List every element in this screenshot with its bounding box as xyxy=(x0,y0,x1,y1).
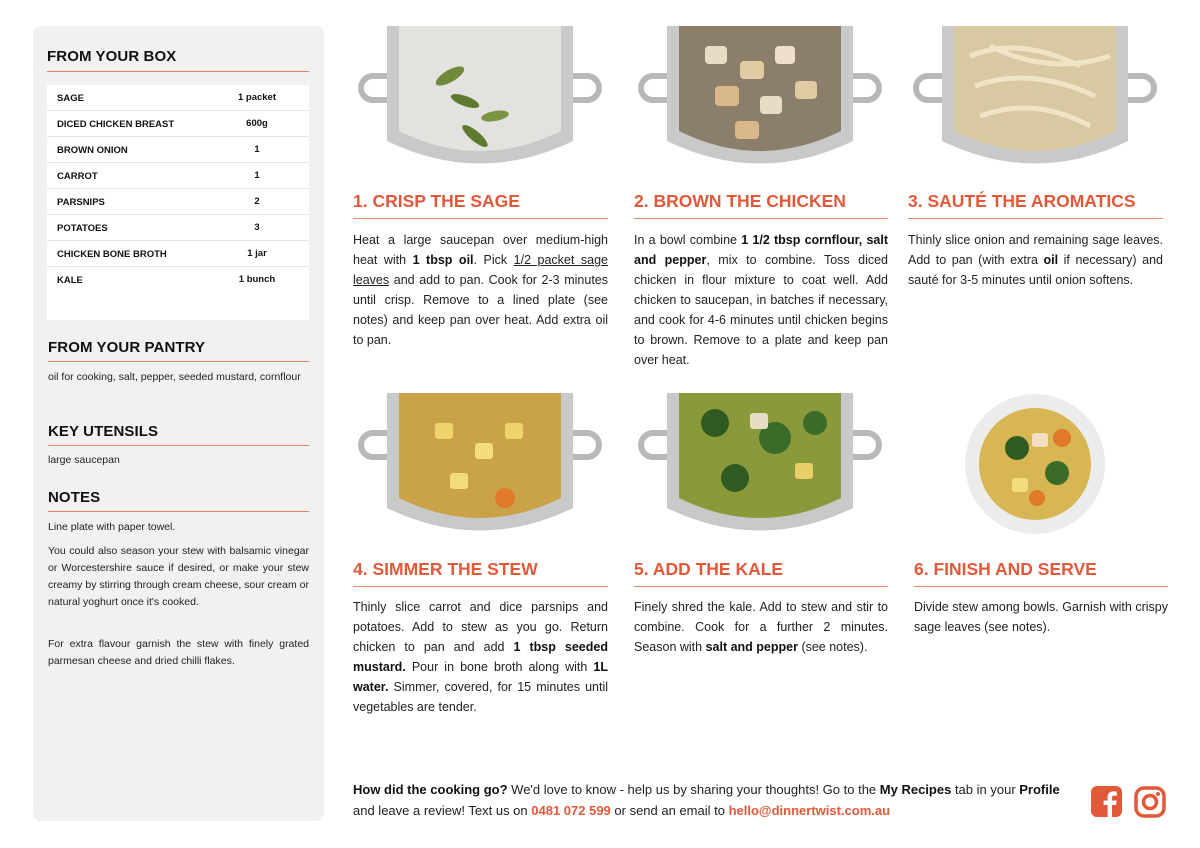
pantry-text: oil for cooking, salt, pepper, seeded mustard, cornflour xyxy=(48,371,301,383)
step-3-title: 3. SAUTÉ THE AROMATICS xyxy=(908,191,1136,211)
step-3-text: Thinly slice onion and remaining sage leaves. Add to pan (with extra oil if necessary) and sauté for 3-5 minutes until onion softens. xyxy=(908,233,1163,287)
step-4-text: Thinly slice carrot and dice parsnips and potatoes. Add to stew as you go. Return chicken to pan and add 1 tbsp seeded mustard. Pour in bone broth along with 1L water. Simmer, covered, for 15 minutes until vegetables are tender. xyxy=(353,600,608,714)
note-item: You could also season your stew with balsamic vinegar or Worcestershire sauce if desired, or make your stew creamy by stirring through cream cheese, sour cream or natural yoghurt once it's cooked. xyxy=(48,545,309,608)
utensils-divider xyxy=(48,445,309,446)
step-2-title: 2. BROWN THE CHICKEN xyxy=(634,191,846,211)
notes-title: NOTES xyxy=(48,489,101,506)
ingredient-row: CHICKEN BONE BROTH 1 jar xyxy=(47,241,309,267)
ingredients-panel xyxy=(33,26,324,821)
step-5-title: 5. ADD THE KALE xyxy=(634,559,784,579)
feedback-message: How did the cooking go? We'd love to know - help us by sharing your thoughts! Go to the My Recipes tab in your Profile and leave a review! Text us on 0481 072 599 or send an email to hello@dinnertwist.com.au xyxy=(353,782,1060,818)
note-item: For extra flavour garnish the stew with finely grated parmesan cheese and dried chilli flakes. xyxy=(48,638,309,667)
box-title: FROM YOUR BOX xyxy=(47,48,177,65)
step-1-title: 1. CRISP THE SAGE xyxy=(353,191,520,211)
phone-link[interactable]: 0481 072 599 xyxy=(531,803,611,818)
kale-pot-image xyxy=(635,393,885,536)
sage-pot-image xyxy=(355,26,605,169)
utensils-title: KEY UTENSILS xyxy=(48,423,159,440)
utensils-text: large saucepan xyxy=(48,454,120,466)
serving-bowl-image xyxy=(962,393,1108,536)
ingredient-row: BROWN ONION 1 xyxy=(47,137,309,163)
step-6-text: Divide stew among bowls. Garnish with crispy sage leaves (see notes). xyxy=(914,600,1168,634)
ingredient-row: POTATOES 3 xyxy=(47,215,309,241)
ingredient-row: CARROT 1 xyxy=(47,163,309,189)
ingredient-row: KALE 1 bunch xyxy=(57,274,276,286)
ingredient-row: DICED CHICKEN BREAST 600g xyxy=(47,111,309,137)
step-4-title: 4. SIMMER THE STEW xyxy=(353,559,538,579)
step-3-divider xyxy=(908,218,1163,219)
box-divider xyxy=(47,71,309,72)
facebook-icon[interactable] xyxy=(1091,786,1122,817)
onion-pot-image xyxy=(910,26,1160,169)
ingredient-row: SAGE 1 packet xyxy=(47,85,309,111)
step-5-text: Finely shred the kale. Add to stew and stir to combine. Cook for a further 2 minutes. Season with salt and pepper (see notes). xyxy=(634,600,888,654)
note-item: Line plate with paper towel. xyxy=(48,521,176,533)
ingredient-list xyxy=(47,85,309,320)
step-6-divider xyxy=(914,586,1168,587)
step-6-title: 6. FINISH AND SERVE xyxy=(914,559,1097,579)
step-5-divider xyxy=(634,586,888,587)
step-2-text: In a bowl combine 1 1/2 tbsp cornflour, salt and pepper, mix to combine. Toss diced chicken in flour mixture to coat well. Add chicken to saucepan, in batches if necessary, and cook for 4-6 minutes until chicken begins to brown. Remove to a plate and keep pan over heat. xyxy=(634,233,889,367)
chicken-pot-image xyxy=(635,26,885,169)
ingredient-row: PARSNIPS 2 xyxy=(47,189,309,215)
step-1-divider xyxy=(353,218,608,219)
pantry-divider xyxy=(48,361,309,362)
step-1-text: Heat a large saucepan over medium-high heat with 1 tbsp oil. Pick 1/2 packet sage leaves and add to pan. Cook for 2-3 minutes until crisp. Remove to a lined plate (see notes) and keep pan over heat. Add extra oil to pan. xyxy=(353,233,608,347)
step-2-divider xyxy=(634,218,888,219)
instagram-icon[interactable] xyxy=(1134,786,1166,818)
pantry-title: FROM YOUR PANTRY xyxy=(48,339,206,356)
step-4-divider xyxy=(353,586,608,587)
notes-divider xyxy=(48,511,309,512)
stew-pot-image xyxy=(355,393,605,536)
email-link[interactable]: hello@dinnertwist.com.au xyxy=(728,803,891,818)
